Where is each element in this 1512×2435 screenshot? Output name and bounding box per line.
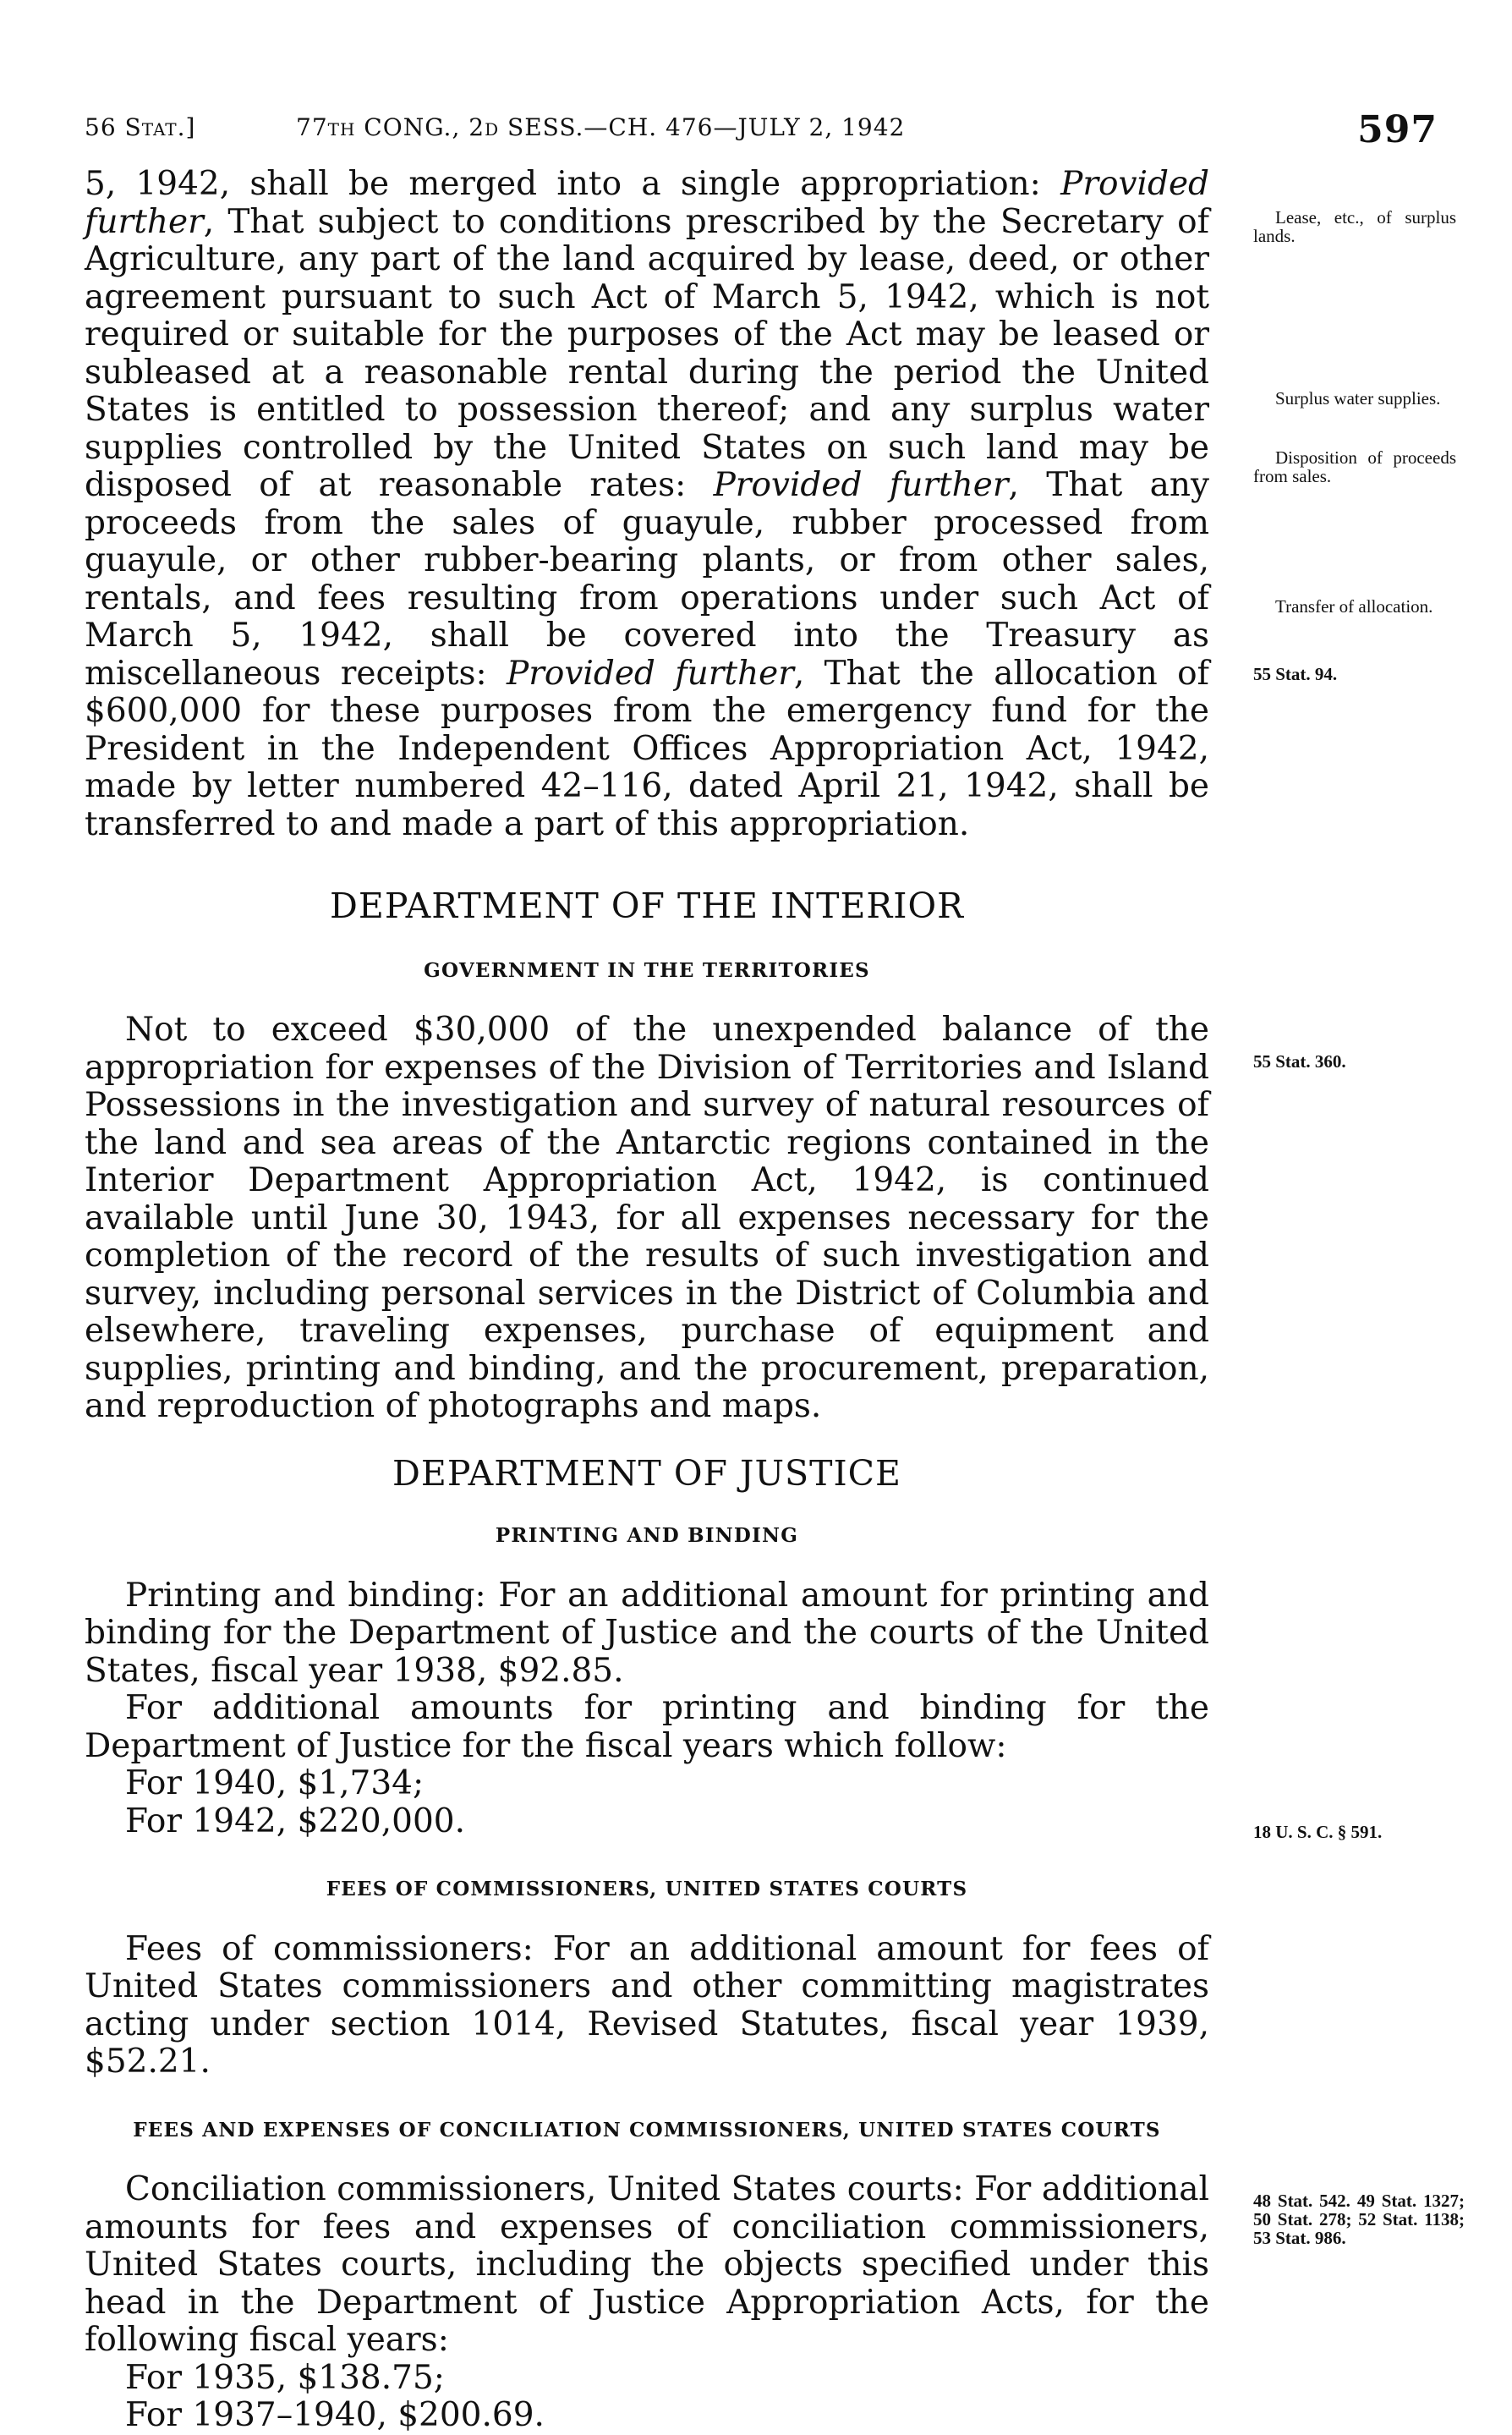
margin-note-stat-360: 55 Stat. 360. xyxy=(1253,1051,1346,1072)
subheading-commissioners: FEES OF COMMISSIONERS, UNITED STATES COURTS xyxy=(326,1878,968,1900)
proviso-italic: Provided further xyxy=(85,165,1209,241)
commissioners-paragraph: Fees of commissioners: For an additional amount for fees of United States commissioners and other committing magistrates acting under section 1014, Revised Statutes, fiscal year 1939, $52.21. xyxy=(85,1929,1209,2081)
proviso-italic: Provided further xyxy=(506,654,794,693)
subheading-territories: GOVERNMENT IN THE TERRITORIES xyxy=(424,958,870,982)
proviso-italic: Provided further xyxy=(713,466,1009,504)
printing-paragraph: Printing and binding: For an additional amount for printing and binding for the Department of Justice and the courts of the United States, fiscal year 1938, $92.85. xyxy=(85,1576,1209,1690)
printing-line-1942: For 1942, $220,000. xyxy=(125,1802,465,1840)
text-run: , That any proceeds from the sales of guayule, rubber processed from guayule, or other rubber-bearing plants, or from other sales, rentals, and fees resulting from operations under such Act of March 5, 1942, shall be covered into the Treasury as miscellaneous receipts: xyxy=(85,466,1209,693)
conciliation-line-1935: For 1935, $138.75; xyxy=(125,2358,445,2397)
department-heading-justice: DEPARTMENT OF JUSTICE xyxy=(392,1452,901,1494)
running-head xyxy=(85,108,1438,159)
conciliation-paragraph: Conciliation commissioners, United States courts: For additional amounts for fees and expenses of conciliation commissioners, United States courts, including the objects specified under this head in the Department of Justice Appropriation Acts, for the following fiscal years: xyxy=(85,2170,1209,2359)
text-run: 5, 1942, shall be merged into a single appropriation: xyxy=(85,165,1061,203)
margin-note-water: Surplus water supplies. xyxy=(1275,388,1441,409)
department-heading-interior: DEPARTMENT OF THE INTERIOR xyxy=(330,886,964,926)
margin-note-proceeds: Disposition of proceeds from sales. xyxy=(1253,447,1456,486)
conciliation-line-1937-1940: For 1937–1940, $200.69. xyxy=(125,2396,545,2434)
margin-note-stat-references: 48 Stat. 542. 49 Stat. 1327; 50 Stat. 278; 52 Stat. 1138; 53 Stat. 986. xyxy=(1253,2191,1465,2248)
continued-paragraph xyxy=(85,166,1209,843)
printing-line-1940: For 1940, $1,734; xyxy=(125,1764,425,1802)
margin-note-lease: Lease, etc., of surplus lands. xyxy=(1253,207,1456,246)
margin-note-transfer: Transfer of allocation. xyxy=(1275,596,1433,617)
margin-note-usc: 18 U. S. C. § 591. xyxy=(1253,1822,1383,1842)
volume-reference: 56 Stat.] xyxy=(85,113,196,141)
text-run: , That subject to conditions prescribed by the Secretary of Agriculture, any part of the land acquired by lease, deed, or other agreement pursuant to such Act of March 5, 1942, which is not required or suitable for the purposes of the Act may be leased or subleased at a reasonable rental during the period the United States is entitled to possession thereof; and any surplus water supplies controlled by the United States on such land may be disposed of at reasonable rates: xyxy=(85,202,1209,504)
session-chapter-date: 77th CONG., 2d SESS.—CH. 476—JULY 2, 1942 xyxy=(296,113,906,141)
interior-paragraph: Not to exceed $30,000 of the unexpended balance of the appropriation for expenses of the Division of Territories and Island Possessions in the investigation and survey of natural resources of the land and sea areas of the Antarctic regions contained in the Interior Department Appropriation Act, 1942, is continued available until June 30, 1943, for all expenses necessary for the completion of the record of the results of such investigation and survey, including personal services in the District of Columbia and elsewhere, traveling expenses, purchase of equipment and supplies, printing and binding, and the procurement, preparation, and reproduction of photographs and maps. xyxy=(85,1011,1209,1425)
subheading-conciliation: FEES AND EXPENSES OF CONCILIATION COMMISSIONERS, UNITED STATES COURTS xyxy=(133,2118,1161,2142)
subheading-printing: PRINTING AND BINDING xyxy=(495,1524,799,1547)
printing-paragraph-2: For additional amounts for printing and binding for the Department of Justice for the fiscal years which follow: xyxy=(85,1689,1209,1765)
main-text-column xyxy=(85,166,1209,2435)
page-number: 597 xyxy=(1357,108,1438,151)
text-run: , That the allocation of $600,000 for these purposes from the emergency fund for the President in the Independent Offices Appropriation Act, 1942, made by letter numbered 42–116, dated April 21, 1942, shall be transferred to and made a part of this appropriation. xyxy=(85,654,1209,843)
margin-note-stat-94: 55 Stat. 94. xyxy=(1253,664,1338,684)
